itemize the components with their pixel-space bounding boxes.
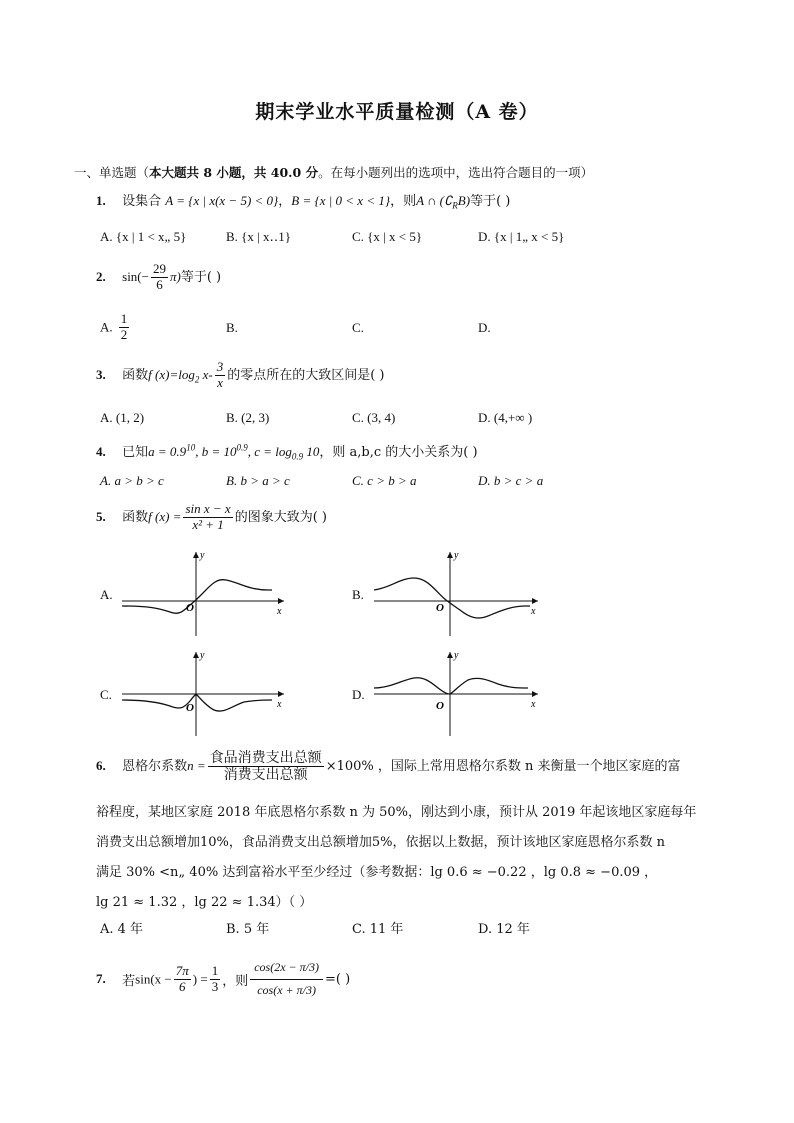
- graph-a[interactable]: [118, 548, 288, 640]
- q1-prefix: 设集合: [122, 194, 162, 209]
- q5-prefix: 函数: [122, 509, 149, 525]
- question-number: 4.: [96, 444, 106, 459]
- axis-x-label: x: [277, 606, 282, 617]
- q2-fraction: $\frac{29}{6}$: [152, 261, 166, 292]
- q3-option-c[interactable]: C. (3, 4): [352, 410, 396, 425]
- question-1: [96, 190, 510, 211]
- origin-label: O: [436, 602, 444, 614]
- q1-set-a: A = {x | x(x − 5) < 0}: [165, 193, 279, 208]
- question-number: 1.: [96, 193, 106, 208]
- q1-sep: ，: [278, 194, 292, 209]
- q5-ask: 的图象大致为( ): [234, 509, 327, 525]
- q2-option-a-fraction: $\frac{1}{2}$: [120, 311, 128, 342]
- question-7: [96, 957, 350, 1002]
- q3-fraction: $\frac{3}{x}$: [216, 359, 224, 390]
- section-label: 一、单选题（: [74, 165, 150, 180]
- q7-prefix: 若: [122, 973, 136, 989]
- q6-line5: lg 21 ≈ 1.32 ，lg 22 ≈ 1.34）（ ）: [96, 895, 313, 910]
- q5-option-b[interactable]: B.: [352, 587, 364, 602]
- y-axis-arrow: [447, 552, 453, 558]
- q1-option-d[interactable]: D. {x | 1„ x < 5}: [478, 229, 565, 244]
- q5-option-c[interactable]: C.: [100, 687, 112, 702]
- x-axis-arrow: [532, 691, 538, 697]
- q7-sin-eq: ) =: [192, 971, 208, 987]
- q6-option-a[interactable]: A. 4 年: [100, 922, 144, 937]
- y-axis-arrow: [193, 552, 199, 558]
- q1-expr: A ∩ $(∁_RB)$: [416, 193, 471, 211]
- curve: [374, 678, 528, 694]
- q5-option-d[interactable]: D.: [352, 687, 365, 702]
- q1-option-c[interactable]: C. {x | x < 5}: [352, 229, 423, 244]
- axis-y-label: y: [200, 650, 205, 661]
- graph-d[interactable]: [370, 648, 542, 740]
- q4-option-a[interactable]: A. a > b > c: [100, 473, 164, 488]
- q4-option-b[interactable]: B. b > a > c: [226, 473, 290, 488]
- axis-x-label: x: [277, 699, 282, 710]
- q3-option-a[interactable]: A. (1, 2): [100, 410, 145, 425]
- q6-n-eq: n =: [187, 758, 206, 774]
- curve: [122, 580, 272, 614]
- q5-option-a[interactable]: A.: [100, 587, 113, 602]
- q2-option-b[interactable]: B.: [226, 320, 238, 335]
- q6-option-b[interactable]: B. 5 年: [226, 922, 270, 937]
- x-axis-arrow: [278, 598, 284, 604]
- q3-option-b[interactable]: B. (2, 3): [226, 410, 270, 425]
- axis-y-label: y: [454, 650, 459, 661]
- q7-ask: =( ): [324, 971, 351, 987]
- q2-option-c[interactable]: C.: [352, 320, 364, 335]
- q4-values: $a = 0.9^{10}$, $b = 10^{0.9}$, $c = \log_{0.9} 10$: [148, 442, 320, 462]
- origin-label: O: [436, 700, 444, 712]
- question-4: [96, 441, 478, 462]
- q4-ask: ，则 a,b,c 的大小关系为( ): [319, 445, 478, 460]
- q3-function: f $(x)=\log_2$ x-: [148, 366, 213, 385]
- q3-option-d[interactable]: D. (4,+∞ ): [478, 410, 533, 425]
- axis-x-label: x: [531, 606, 536, 617]
- question-6: [96, 750, 681, 783]
- origin-label: O: [186, 702, 194, 714]
- q5-fraction: $\frac{\text{sin x − x}}{\text{x² + 1}}$: [185, 501, 231, 532]
- question-number: 5.: [96, 508, 106, 524]
- section-header: [74, 163, 593, 181]
- question-number: 7.: [96, 971, 106, 987]
- graph-b[interactable]: [370, 548, 542, 640]
- q1-option-b[interactable]: B. {x | x‥1}: [226, 229, 291, 244]
- curve: [374, 578, 530, 618]
- question-number: 6.: [96, 758, 106, 774]
- q7-value-fraction: $\frac{1}{3}$: [211, 962, 219, 994]
- q1-then: ，则: [390, 194, 417, 209]
- page-title: 期末学业水平质量检测（A 卷）: [255, 101, 539, 123]
- question-number: 2.: [96, 268, 106, 284]
- question-2: [96, 262, 221, 293]
- axis-y-label: y: [200, 550, 205, 561]
- question-number: 3.: [96, 366, 106, 382]
- q6-fraction: $\frac{\text{食品消费支出总额}}{\text{消费支出总额}}$: [209, 750, 322, 784]
- q5-function: f (x) =: [148, 508, 182, 524]
- q3-ask: 的零点所在的大致区间是( ): [227, 367, 385, 383]
- q2-option-d[interactable]: D.: [478, 320, 491, 335]
- q7-sin-pre: sin(x −: [135, 971, 172, 987]
- y-axis-arrow: [193, 652, 199, 658]
- axis-x-label: x: [531, 699, 536, 710]
- x-axis-arrow: [278, 691, 284, 697]
- q6-line4: 满足 30% <n„ 40% 达到富裕水平至少经过（参考数据：lg 0.6 ≈ −0.22 ，lg 0.8 ≈ −0.09 ，: [96, 865, 658, 880]
- q2-post: π): [169, 268, 181, 284]
- origin-label: O: [186, 602, 194, 614]
- section-instructions: 。在每小题列出的选项中，选出符合题目的一项）: [318, 165, 594, 180]
- section-info: 本大题共 8 小题，共 40.0 分: [149, 165, 319, 180]
- x-axis-arrow: [532, 598, 538, 604]
- q1-set-b: B = {x | 0 < x < 1}: [291, 193, 391, 208]
- axis-y-label: y: [454, 550, 459, 561]
- q2-option-a[interactable]: A. $\frac{1}{2}$: [100, 311, 128, 342]
- q7-cos-fraction: $\frac{\cos(2x - \pi/3)}{\cos(x + \pi/3)}$: [250, 957, 323, 1002]
- graph-c[interactable]: [118, 648, 288, 740]
- q6-option-c[interactable]: C. 11 年: [352, 922, 404, 937]
- q4-option-d[interactable]: D. b > c > a: [478, 473, 544, 488]
- q6-line3: 消费支出总额增加10%，食品消费支出总额增加5%，依据以上数据，预计该地区家庭恩格尔系数 n: [96, 835, 666, 850]
- q6-body: [96, 798, 724, 918]
- q6-line1-post: ×100% ，国际上常用恩格尔系数 n 来衡量一个地区家庭的富: [325, 759, 681, 775]
- q4-prefix: 已知: [122, 445, 149, 460]
- q1-option-a[interactable]: A. {x | 1 < x„ 5}: [100, 229, 187, 244]
- curve: [122, 694, 272, 711]
- q3-prefix: 函数: [122, 367, 149, 383]
- q4-option-c[interactable]: C. c > b > a: [352, 473, 417, 488]
- question-3: [96, 360, 384, 391]
- q1-ask: 等于( ): [470, 194, 511, 209]
- y-axis-arrow: [447, 652, 453, 658]
- q6-line1-pre: 恩格尔系数: [122, 759, 188, 775]
- q7-then: ，则: [222, 973, 249, 989]
- question-5: [96, 502, 327, 533]
- q2-pre: sin(−: [122, 268, 149, 284]
- q2-ask: 等于( ): [180, 269, 222, 285]
- q6-line2: 裕程度，某地区家庭 2018 年底恩格尔系数 n 为 50%，刚达到小康，预计从 2019 年起该地区家庭每年: [96, 805, 697, 820]
- q7-sin-fraction: $\frac{7\pi}{6}$: [175, 962, 189, 994]
- q6-option-d[interactable]: D. 12 年: [478, 922, 530, 937]
